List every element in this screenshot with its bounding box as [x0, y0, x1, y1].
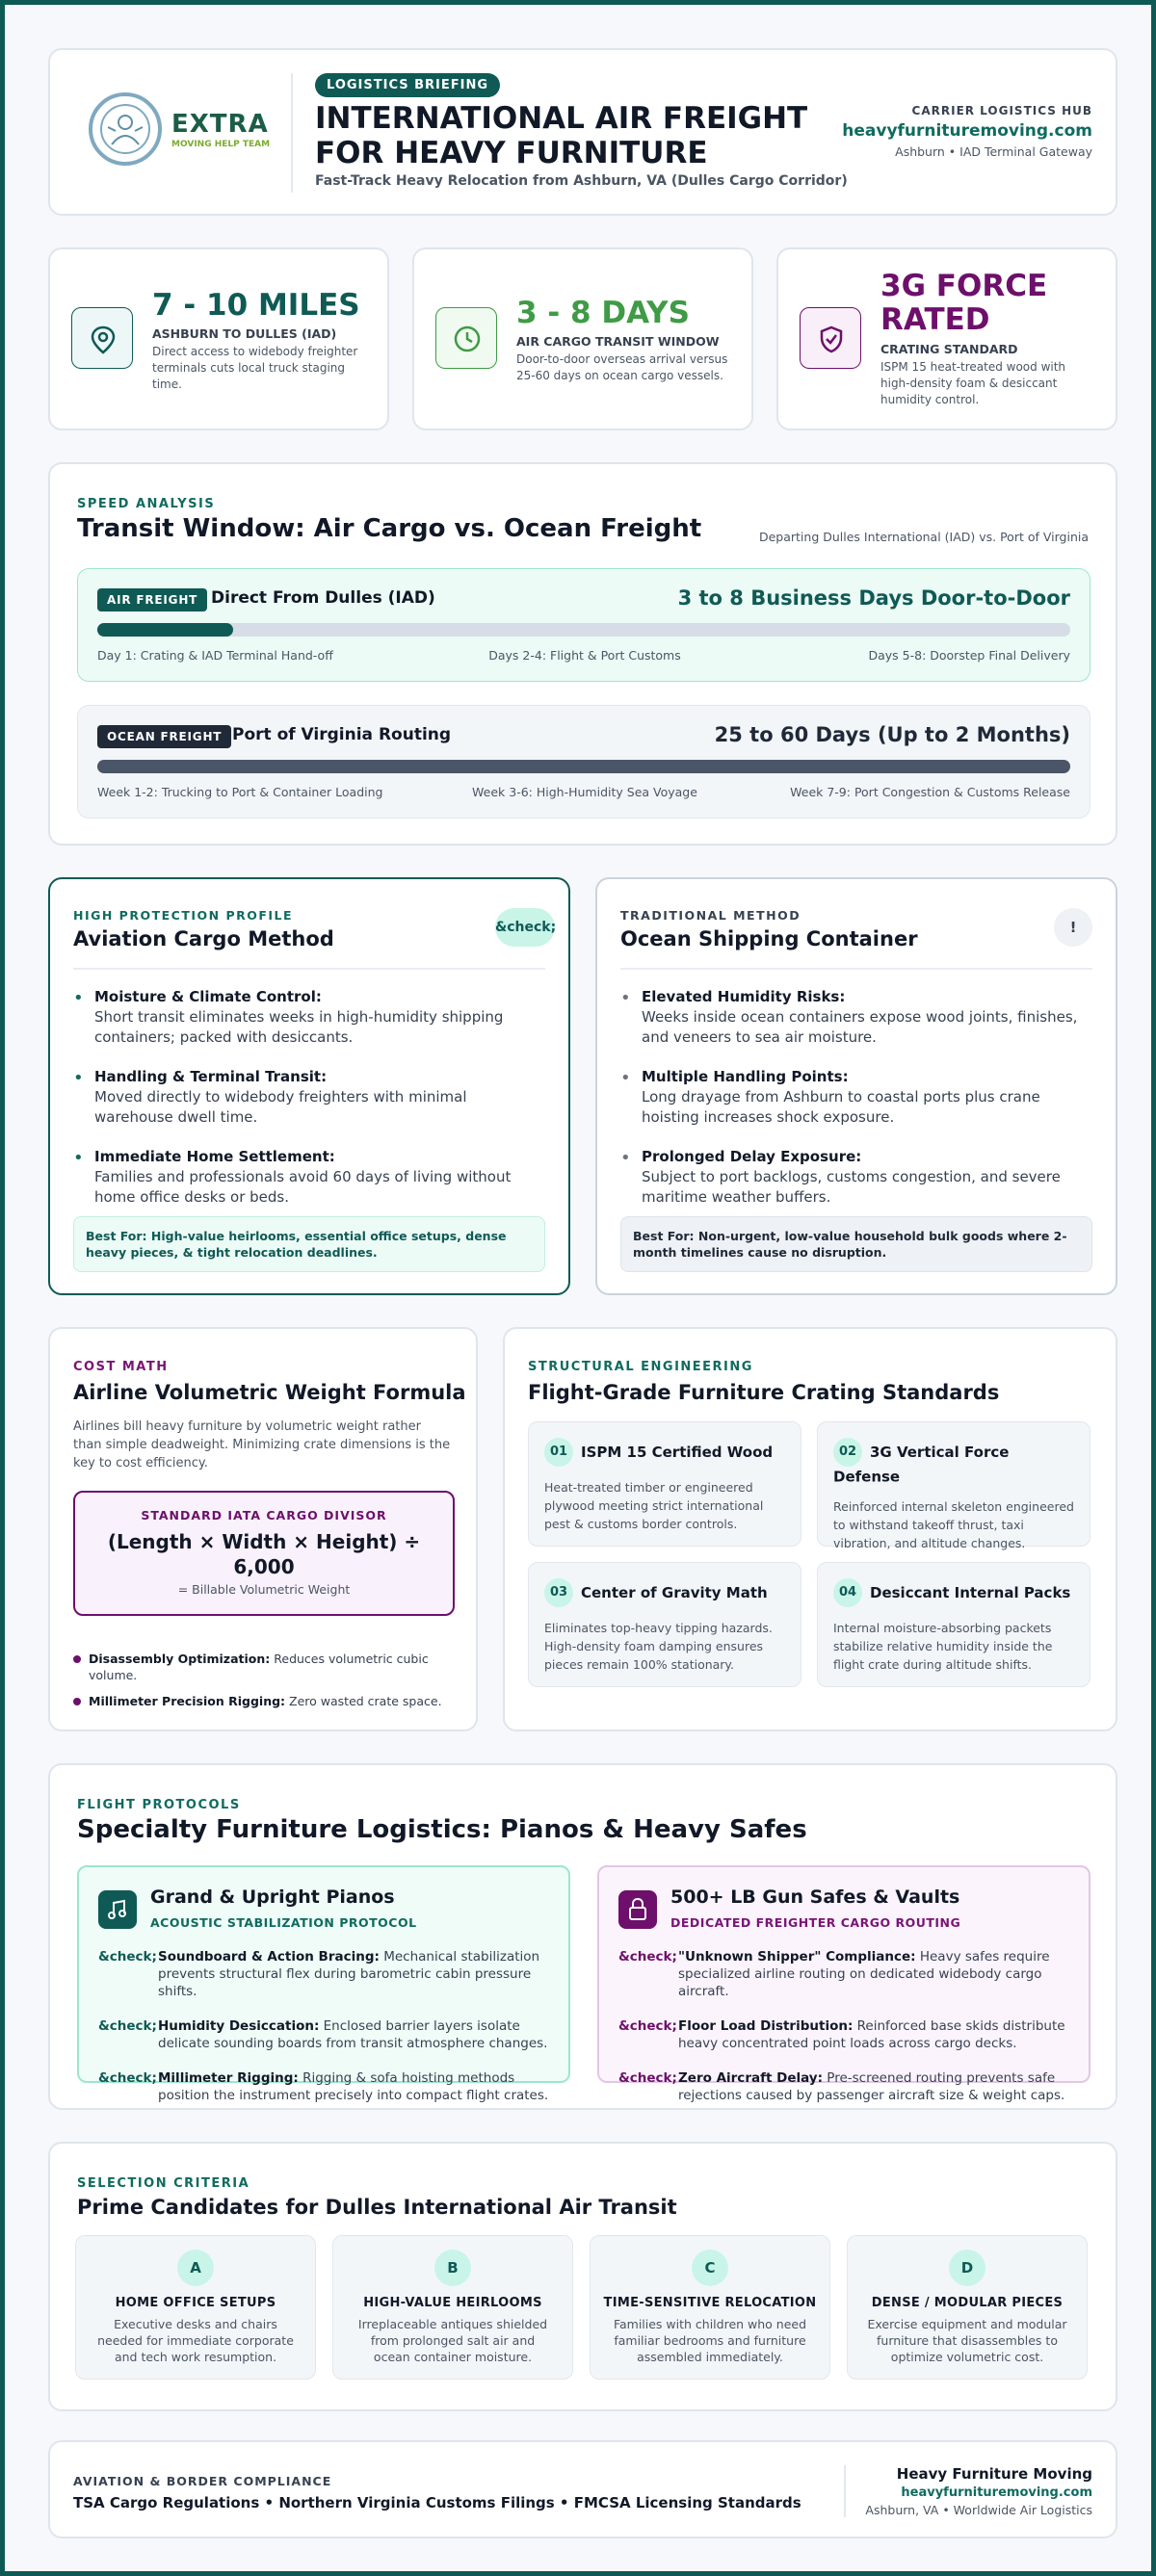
- flight-title: Specialty Furniture Logistics: Pianos & Heavy Safes: [77, 1815, 807, 1844]
- ocean-step-2: Week 3-6: High-Humidity Sea Voyage: [472, 785, 697, 799]
- ocean-step-1: Week 1-2: Trucking to Port & Container Loading: [97, 785, 383, 799]
- ocean-warning-icon: !: [1054, 908, 1092, 947]
- selection-eyebrow: SELECTION CRITERIA: [77, 2176, 250, 2191]
- ocean-freight-route: Port of Virginia Routing: [232, 725, 452, 744]
- standard-card-3g: 02 3G Vertical Force Defense Reinforced internal skeleton engineered to withstand takeoff thrust, taxi vibration, and altitude changes.: [817, 1421, 1090, 1547]
- pianos-panel: [77, 1865, 570, 2103]
- safes-subtitle: DEDICATED FREIGHTER CARGO ROUTING: [670, 1915, 961, 1930]
- candidate-card-c: C TIME-SENSITIVE RELOCATION Families with children who need familiar bedrooms and furniture assembled immediately.: [590, 2235, 830, 2380]
- list-item: &check; Soundboard & Action Bracing: Mechanical stabilization prevents structural flex during barometric cabin pressure shifts.: [98, 1949, 540, 1999]
- ocean-divider: [620, 968, 1092, 970]
- cost-bullets: [73, 1651, 459, 1709]
- stat-card-transit: [412, 247, 753, 430]
- speed-analysis-section: [48, 462, 1117, 846]
- standard-card-ispm: 01 ISPM 15 Certified Wood Heat-treated timber or engineered plywood meeting strict international pest & customs border controls.: [528, 1421, 801, 1547]
- flight-protocols-section: [48, 1763, 1117, 2110]
- check-icon: &check;: [98, 2018, 157, 2034]
- speed-eyebrow: SPEED ANALYSIS: [77, 497, 216, 511]
- stat-transit-label: AIR CARGO TRANSIT WINDOW: [516, 334, 720, 349]
- flight-eyebrow: FLIGHT PROTOCOLS: [77, 1798, 241, 1812]
- footer-card: [48, 2440, 1117, 2538]
- list-item: • Elevated Humidity Risks: Weeks inside ocean containers expose wood joints, finishes, and veneers to sea air moisture.: [620, 988, 1078, 1046]
- ocean-freight-headline: 25 to 60 Days (Up to 2 Months): [714, 723, 1070, 746]
- pianos-title: Grand & Upright Pianos: [150, 1886, 395, 1908]
- aviation-eyebrow: HIGH PROTECTION PROFILE: [73, 908, 294, 923]
- stat-transit-value: 3 - 8 DAYS: [516, 296, 690, 330]
- aviation-method-card: [48, 877, 570, 1295]
- list-item: • Moisture & Climate Control: Short transit eliminates weeks in high-humidity shipping containers; packed with desiccants.: [73, 988, 504, 1046]
- formula-line2: 6,000: [233, 1555, 295, 1578]
- list-item: • Handling & Terminal Transit: Moved directly to widebody freighters with minimal warehouse dwell time.: [73, 1068, 467, 1126]
- stat-distance-desc: Direct access to widebody freighter terminals cuts local truck staging time.: [152, 345, 358, 391]
- ocean-freight-panel: [77, 705, 1090, 819]
- candidate-card-a: A HOME OFFICE SETUPS Executive desks and chairs needed for immediate corporate and tech work resumption.: [75, 2235, 316, 2380]
- header-card: [48, 48, 1117, 216]
- list-item: • Prolonged Delay Exposure: Subject to port backlogs, customs congestion, and severe maritime weather buffers.: [620, 1148, 1061, 1206]
- air-freight-progress-fill: [97, 623, 233, 637]
- ocean-freight-tag: OCEAN FREIGHT: [97, 725, 231, 748]
- formula-box: [73, 1491, 455, 1616]
- list-item: • Multiple Handling Points: Long drayage from Ashburn to coastal ports plus crane hoisting increases shock exposure.: [620, 1068, 1040, 1126]
- hub-website-link[interactable]: heavyfurnituremoving.com: [842, 121, 1092, 141]
- ocean-step-3: Week 7-9: Port Congestion & Customs Release: [790, 785, 1070, 799]
- stat-card-crating: [776, 247, 1117, 430]
- footer-website-link[interactable]: heavyfurnituremoving.com: [901, 2485, 1092, 2500]
- air-step-1: Day 1: Crating & IAD Terminal Hand-off: [97, 648, 333, 663]
- stat-card-distance: [48, 247, 389, 430]
- air-step-2: Days 2-4: Flight & Port Customs: [488, 648, 681, 663]
- hub-label: CARRIER LOGISTICS HUB: [911, 104, 1092, 117]
- cost-math-card: [48, 1327, 478, 1731]
- cost-eyebrow: COST MATH: [73, 1360, 169, 1374]
- safes-title: 500+ LB Gun Safes & Vaults: [670, 1886, 960, 1908]
- logo-tagline: MOVING HELP TEAM: [171, 140, 271, 149]
- stat-crating-desc: ISPM 15 heat-treated wood with high-density foam & desiccant humidity control.: [880, 360, 1066, 406]
- safes-panel: [597, 1865, 1090, 2103]
- safes-list: [618, 1948, 1071, 2121]
- pianos-subtitle: ACOUSTIC STABILIZATION PROTOCOL: [150, 1915, 417, 1930]
- air-freight-route: Direct From Dulles (IAD): [211, 588, 435, 608]
- location-pin-icon: [71, 307, 133, 369]
- aviation-divider: [73, 968, 545, 970]
- page-title-line2: FOR HEAVY FURNITURE: [315, 136, 708, 170]
- formula-line1: (Length × Width × Height) ÷: [107, 1530, 421, 1553]
- stat-crating-label: CRATING STANDARD: [880, 342, 1018, 356]
- check-icon: &check;: [618, 2070, 677, 2086]
- ocean-best-for: Best For: Non-urgent, low-value household bulk goods where 2-month timelines cause no disruption.: [620, 1216, 1092, 1272]
- air-freight-headline: 3 to 8 Business Days Door-to-Door: [677, 586, 1070, 610]
- speed-title: Transit Window: Air Cargo vs. Ocean Freight: [77, 514, 702, 543]
- stat-crating-value-line1: 3G FORCE: [880, 269, 1048, 303]
- check-icon: &check;: [98, 1949, 157, 1965]
- list-item: Millimeter Precision Rigging: Zero wasted crate space.: [73, 1693, 459, 1709]
- standard-card-gravity: 03 Center of Gravity Math Eliminates top-heavy tipping hazards. High-density foam damping ensures pieces remain 100% stationary.: [528, 1562, 801, 1687]
- footer-location: Ashburn, VA • Worldwide Air Logistics: [865, 2503, 1092, 2517]
- candidate-card-d: D DENSE / MODULAR PIECES Exercise equipment and modular furniture that disassembles to optimize volumetric cost.: [847, 2235, 1088, 2380]
- pianos-list: [98, 1948, 551, 2121]
- list-item: Disassembly Optimization: Reduces volumetric cubic volume.: [73, 1651, 459, 1683]
- list-item: &check; Humidity Desiccation: Enclosed barrier layers isolate delicate sounding boards from transit atmosphere changes.: [98, 2018, 548, 2051]
- logo-mascot-icon: [100, 104, 150, 154]
- music-note-icon: [98, 1890, 137, 1929]
- list-item: &check; Zero Aircraft Delay: Pre-screened routing prevents safe rejections caused by passenger aircraft size & weight caps.: [618, 2070, 1065, 2103]
- speed-note: Departing Dulles International (IAD) vs. Port of Virginia: [758, 530, 1089, 544]
- aviation-title: Aviation Cargo Method: [73, 927, 334, 950]
- footer-eyebrow: AVIATION & BORDER COMPLIANCE: [73, 2474, 332, 2488]
- list-item: &check; Floor Load Distribution: Reinforced base skids distribute heavy concentrated point loads across cargo decks.: [618, 2018, 1065, 2051]
- aviation-best-for: Best For: High-value heirlooms, essential office setups, dense heavy pieces, & tight relocation deadlines.: [73, 1216, 545, 1272]
- list-item: &check; "Unknown Shipper" Compliance: Heavy safes require specialized airline routing on dedicated widebody cargo aircraft.: [618, 1949, 1050, 1999]
- aviation-check-badge: &check;: [495, 908, 555, 947]
- ocean-freight-track: [97, 760, 1070, 773]
- hub-location: Ashburn • IAD Terminal Gateway: [895, 144, 1092, 159]
- ocean-method-card: [595, 877, 1117, 1295]
- standard-card-desiccant: 04 Desiccant Internal Packs Internal moisture-absorbing packets stabilize relative humidity inside the flight crate during altitude shifts.: [817, 1562, 1090, 1687]
- aviation-benefits-list: [73, 987, 536, 1227]
- structural-title: Flight-Grade Furniture Crating Standards: [528, 1381, 1000, 1404]
- candidate-card-b: B HIGH-VALUE HEIRLOOMS Irreplaceable antiques shielded from prolonged salt air and ocean container moisture.: [332, 2235, 573, 2380]
- header-divider: [291, 73, 293, 193]
- ocean-eyebrow: TRADITIONAL METHOD: [620, 908, 801, 923]
- cost-title: Airline Volumetric Weight Formula: [73, 1381, 466, 1404]
- cost-desc: Airlines bill heavy furniture by volumetric weight rather than simple deadweight. Minimizing crate dimensions is the key to cost efficiency.: [73, 1419, 451, 1470]
- air-freight-panel: [77, 568, 1090, 682]
- footer-standards: TSA Cargo Regulations • Northern Virginia Customs Filings • FMCSA Licensing Standards: [73, 2494, 801, 2511]
- ocean-freight-progress-fill: [97, 760, 1070, 773]
- ocean-risks-list: [620, 987, 1083, 1227]
- page-subtitle: Fast-Track Heavy Relocation from Ashburn, VA (Dulles Cargo Corridor): [315, 173, 848, 189]
- page-title-line1: INTERNATIONAL AIR FREIGHT: [315, 101, 808, 136]
- ocean-title: Ocean Shipping Container: [620, 927, 918, 950]
- selection-title: Prime Candidates for Dulles International Air Transit: [77, 2196, 677, 2219]
- stat-distance-value: 7 - 10 MILES: [152, 288, 360, 323]
- list-item: &check; Millimeter Rigging: Rigging & sofa hoisting methods position the instrument precisely into compact flight crates.: [98, 2070, 549, 2103]
- stat-distance-label: ASHBURN TO DULLES (IAD): [152, 326, 337, 341]
- structural-eyebrow: STRUCTURAL ENGINEERING: [528, 1360, 753, 1374]
- check-icon: &check;: [98, 2070, 157, 2086]
- check-icon: &check;: [618, 1949, 677, 1965]
- lock-icon: [618, 1890, 657, 1929]
- footer-divider: [844, 2465, 846, 2517]
- logistics-badge: LOGISTICS BRIEFING: [315, 73, 500, 97]
- list-item: • Immediate Home Settlement: Families and professionals avoid 60 days of living without home office desks or beds.: [73, 1148, 512, 1206]
- formula-label: STANDARD IATA CARGO DIVISOR: [141, 1508, 387, 1522]
- logo-emblem: [89, 92, 162, 166]
- formula-result: = Billable Volumetric Weight: [177, 1582, 351, 1597]
- clock-icon: [435, 307, 497, 369]
- logo-wordmark: EXTRA: [171, 110, 269, 139]
- air-freight-track: [97, 623, 1070, 637]
- air-freight-tag: AIR FREIGHT: [97, 588, 207, 611]
- check-icon: &check;: [618, 2018, 677, 2034]
- stat-crating-value-line2: RATED: [880, 302, 990, 337]
- shield-check-icon: [800, 307, 861, 369]
- crating-standards-card: [503, 1327, 1117, 1731]
- stat-transit-desc: Door-to-door overseas arrival versus 25-60 days on ocean cargo vessels.: [516, 352, 728, 382]
- air-step-3: Days 5-8: Doorstep Final Delivery: [868, 648, 1070, 663]
- footer-company: Heavy Furniture Moving: [896, 2465, 1092, 2483]
